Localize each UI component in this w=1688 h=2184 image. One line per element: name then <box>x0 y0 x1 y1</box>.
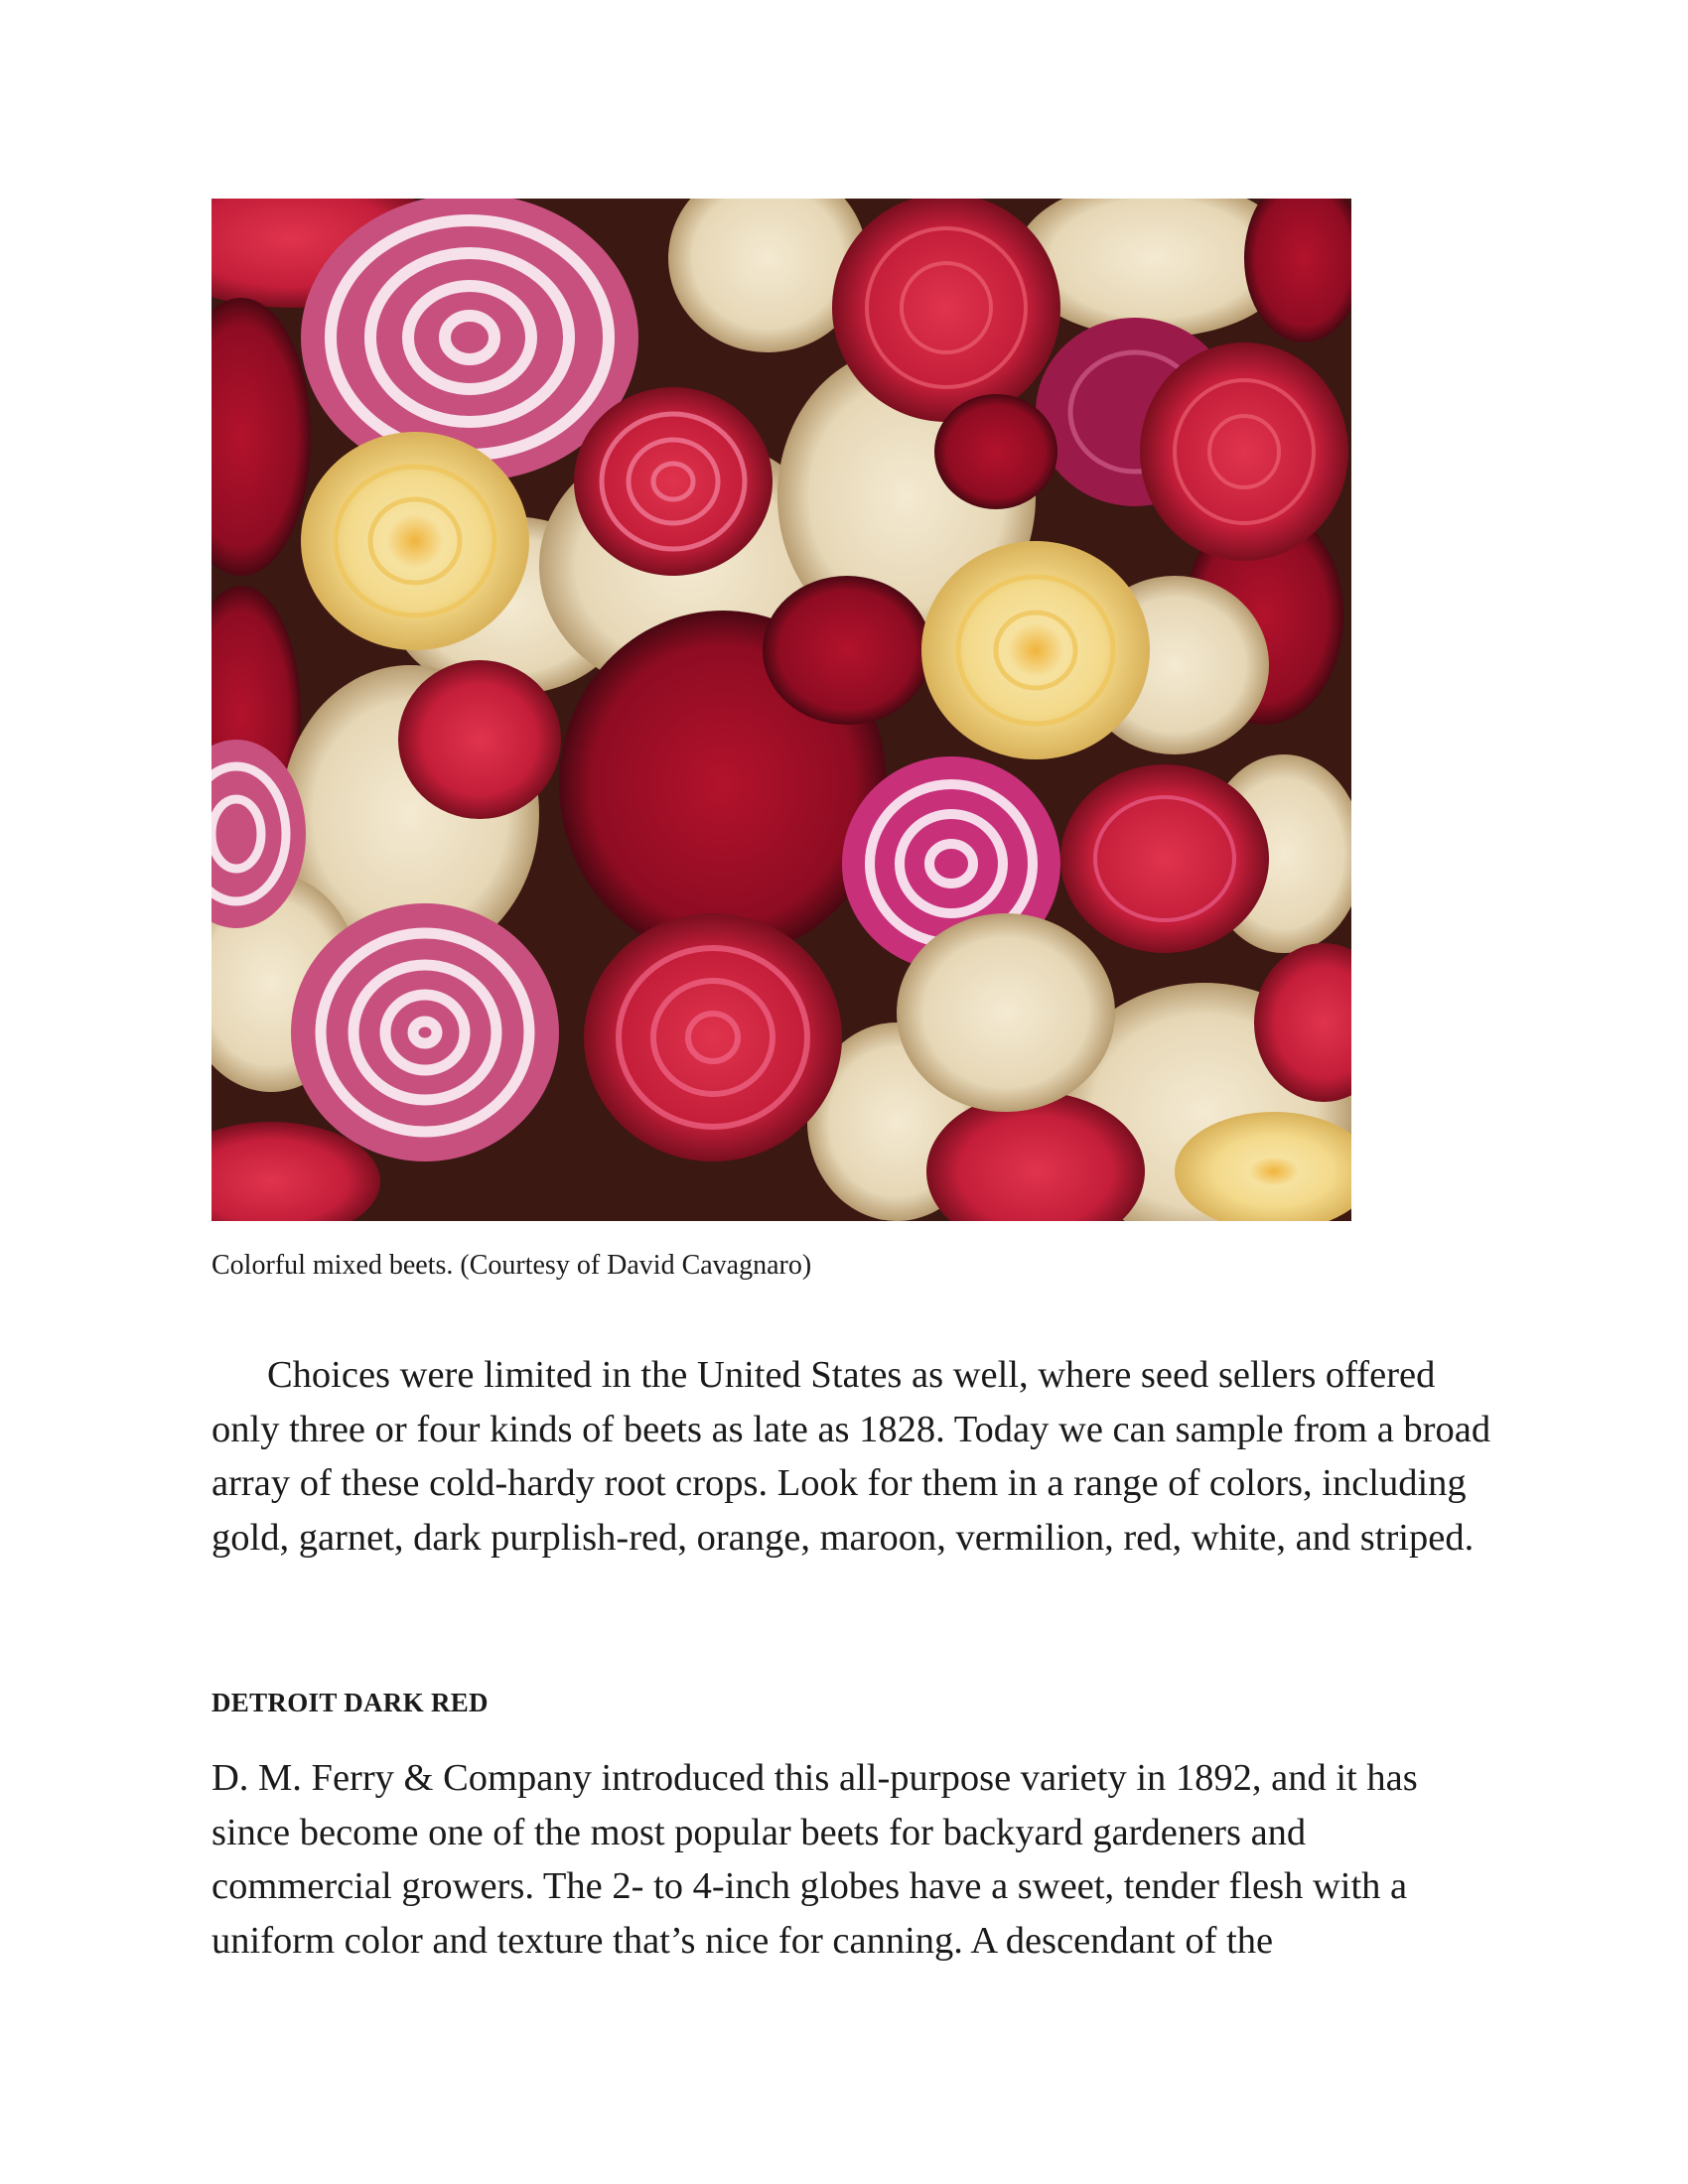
figure-caption: Colorful mixed beets. (Courtesy of David Cavagnaro) <box>211 1250 812 1281</box>
body-paragraph: Choices were limited in the United States as well, where seed sellers offered only three or four kinds of beets as late as 1828. Today we can sample from a broad array of these cold-hardy root crops. Look for them in a range of colors, including gold, garnet, dark purplish-red, orange, maroon, vermilion, red, white, and striped. <box>211 1354 1491 1559</box>
section-heading: DETROIT DARK RED <box>211 1688 489 1717</box>
section-paragraph: D. M. Ferry & Company introduced this all-purpose variety in 1892, and it has since become one of the most popular beets for backyard gardeners and commercial growers. The 2- to 4-inch globes have a sweet, tender flesh with a uniform color and texture that’s nice for canning. A descendant of the <box>211 1757 1418 1962</box>
beets-photo <box>211 199 1351 1221</box>
